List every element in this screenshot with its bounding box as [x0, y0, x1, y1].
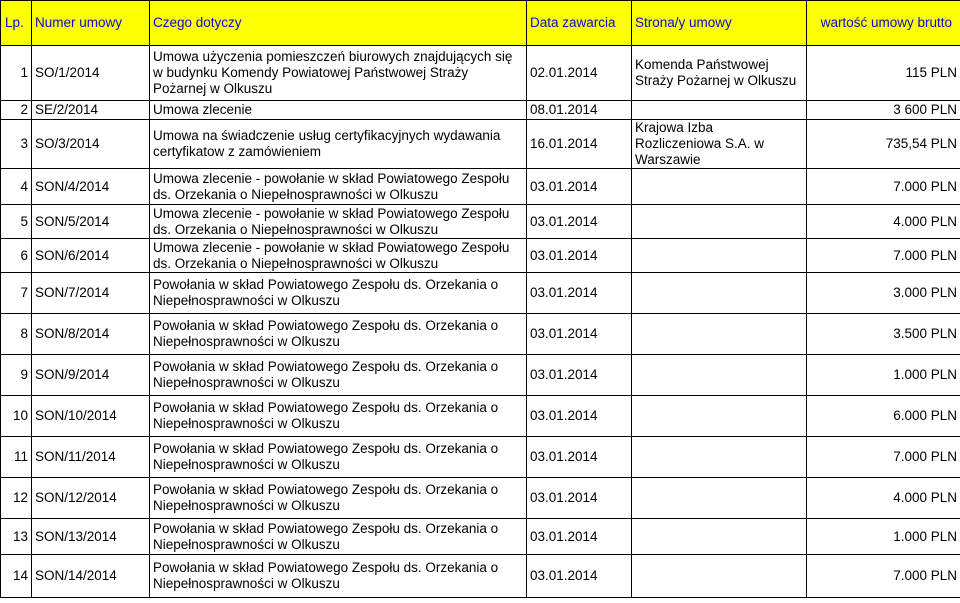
row-lp: 7: [1, 273, 32, 314]
row-lp: 12: [1, 478, 32, 519]
row-date: 16.01.2014: [527, 120, 632, 169]
row-value: 1.000 PLN: [807, 519, 960, 555]
row-date: 03.01.2014: [527, 273, 632, 314]
row-lp: 5: [1, 205, 32, 239]
row-subject: Umowa zlecenie - powołanie w skład Powiatowego Zespołu ds. Orzekania o Niepełnosprawności w Olkuszu: [150, 205, 527, 239]
table-row: [1, 239, 960, 273]
row-date: 03.01.2014: [527, 519, 632, 555]
row-party: [632, 169, 807, 205]
row-value: 6.000 PLN: [807, 396, 960, 437]
row-subject: Powołania w skład Powiatowego Zespołu ds. Orzekania o Niepełnosprawności w Olkuszu: [150, 396, 527, 437]
row-date: 03.01.2014: [527, 314, 632, 355]
table-row: [1, 120, 960, 169]
row-date: 03.01.2014: [527, 169, 632, 205]
row-lp: 10: [1, 396, 32, 437]
row-subject: Powołania w skład Powiatowego Zespołu ds. Orzekania o Niepełnosprawności w Olkuszu: [150, 355, 527, 396]
table-row: [1, 396, 960, 437]
row-contract-number: SON/14/2014: [32, 555, 150, 598]
row-subject: Umowa zlecenie - powołanie w skład Powiatowego Zespołu ds. Orzekania o Niepełnosprawności w Olkuszu: [150, 169, 527, 205]
row-lp: 4: [1, 169, 32, 205]
row-party: [632, 519, 807, 555]
row-party: [632, 396, 807, 437]
row-lp: 9: [1, 355, 32, 396]
row-contract-number: SON/9/2014: [32, 355, 150, 396]
row-date: 02.01.2014: [527, 46, 632, 101]
row-value: 1.000 PLN: [807, 355, 960, 396]
table-row: [1, 205, 960, 239]
row-contract-number: SON/11/2014: [32, 437, 150, 478]
row-value: 7.000 PLN: [807, 239, 960, 273]
row-value: 735,54 PLN: [807, 120, 960, 169]
row-lp: 2: [1, 101, 32, 120]
row-party: [632, 239, 807, 273]
row-subject: Powołania w skład Powiatowego Zespołu ds. Orzekania o Niepełnosprawności w Olkuszu: [150, 437, 527, 478]
row-party: [632, 205, 807, 239]
row-date: 03.01.2014: [527, 205, 632, 239]
row-date: 03.01.2014: [527, 555, 632, 598]
row-party: [632, 355, 807, 396]
header-value: wartość umowy brutto: [807, 1, 960, 46]
row-party: [632, 273, 807, 314]
row-contract-number: SON/4/2014: [32, 169, 150, 205]
row-party: Krajowa Izba Rozliczeniowa S.A. w Warszawie: [632, 120, 807, 169]
table-row: [1, 519, 960, 555]
row-value: 4.000 PLN: [807, 205, 960, 239]
table-header-row: [1, 1, 960, 46]
row-contract-number: SE/2/2014: [32, 101, 150, 120]
header-subject: Czego dotyczy: [150, 1, 527, 46]
row-contract-number: SON/8/2014: [32, 314, 150, 355]
row-lp: 6: [1, 239, 32, 273]
header-party: Strona/y umowy: [632, 1, 807, 46]
row-party: [632, 314, 807, 355]
row-lp: 8: [1, 314, 32, 355]
row-lp: 1: [1, 46, 32, 101]
row-party: Komenda Państwowej Straży Pożarnej w Olkuszu: [632, 46, 807, 101]
row-value: 3.500 PLN: [807, 314, 960, 355]
table-row: [1, 101, 960, 120]
row-lp: 13: [1, 519, 32, 555]
table-row: [1, 555, 960, 598]
row-subject: Umowa na świadczenie usług certyfikacyjnych wydawania certyfikatow z zamówieniem: [150, 120, 527, 169]
row-subject: Umowa użyczenia pomieszczeń biurowych znajdujących się w budynku Komendy Powiatowej Państwowej Straży Pożarnej w Olkuszu: [150, 46, 527, 101]
row-value: 4.000 PLN: [807, 478, 960, 519]
row-subject: Umowa zlecenie - powołanie w skład Powiatowego Zespołu ds. Orzekania o Niepełnosprawności w Olkuszu: [150, 239, 527, 273]
row-value: 3.000 PLN: [807, 273, 960, 314]
row-party: [632, 478, 807, 519]
row-date: 03.01.2014: [527, 355, 632, 396]
row-party: [632, 555, 807, 598]
header-date: Data zawarcia: [527, 1, 632, 46]
row-value: 7.000 PLN: [807, 437, 960, 478]
table-row: [1, 273, 960, 314]
row-date: 03.01.2014: [527, 437, 632, 478]
table-row: [1, 437, 960, 478]
row-subject: Umowa zlecenie: [150, 101, 527, 120]
row-lp: 3: [1, 120, 32, 169]
row-contract-number: SO/3/2014: [32, 120, 150, 169]
row-contract-number: SON/10/2014: [32, 396, 150, 437]
row-lp: 11: [1, 437, 32, 478]
row-contract-number: SON/6/2014: [32, 239, 150, 273]
header-contract-number: Numer umowy: [32, 1, 150, 46]
row-party: [632, 437, 807, 478]
row-date: 03.01.2014: [527, 239, 632, 273]
row-date: 08.01.2014: [527, 101, 632, 120]
header-lp: Lp.: [1, 1, 32, 46]
table-row: [1, 314, 960, 355]
row-subject: Powołania w skład Powiatowego Zespołu ds. Orzekania o Niepełnosprawności w Olkuszu: [150, 519, 527, 555]
row-contract-number: SON/7/2014: [32, 273, 150, 314]
row-date: 03.01.2014: [527, 478, 632, 519]
row-contract-number: SON/5/2014: [32, 205, 150, 239]
table-row: [1, 169, 960, 205]
table-row: [1, 46, 960, 101]
row-contract-number: SON/12/2014: [32, 478, 150, 519]
row-value: 3 600 PLN: [807, 101, 960, 120]
table-row: [1, 478, 960, 519]
row-value: 7.000 PLN: [807, 555, 960, 598]
row-subject: Powołania w skład Powiatowego Zespołu ds. Orzekania o Niepełnosprawności w Olkuszu: [150, 555, 527, 598]
row-subject: Powołania w skład Powiatowego Zespołu ds. Orzekania o Niepełnosprawności w Olkuszu: [150, 273, 527, 314]
row-party: [632, 101, 807, 120]
row-date: 03.01.2014: [527, 396, 632, 437]
row-contract-number: SON/13/2014: [32, 519, 150, 555]
row-value: 115 PLN: [807, 46, 960, 101]
row-subject: Powołania w skład Powiatowego Zespołu ds. Orzekania o Niepełnosprawności w Olkuszu: [150, 478, 527, 519]
table-row: [1, 355, 960, 396]
row-value: 7.000 PLN: [807, 169, 960, 205]
row-subject: Powołania w skład Powiatowego Zespołu ds. Orzekania o Niepełnosprawności w Olkuszu: [150, 314, 527, 355]
row-lp: 14: [1, 555, 32, 598]
row-contract-number: SO/1/2014: [32, 46, 150, 101]
